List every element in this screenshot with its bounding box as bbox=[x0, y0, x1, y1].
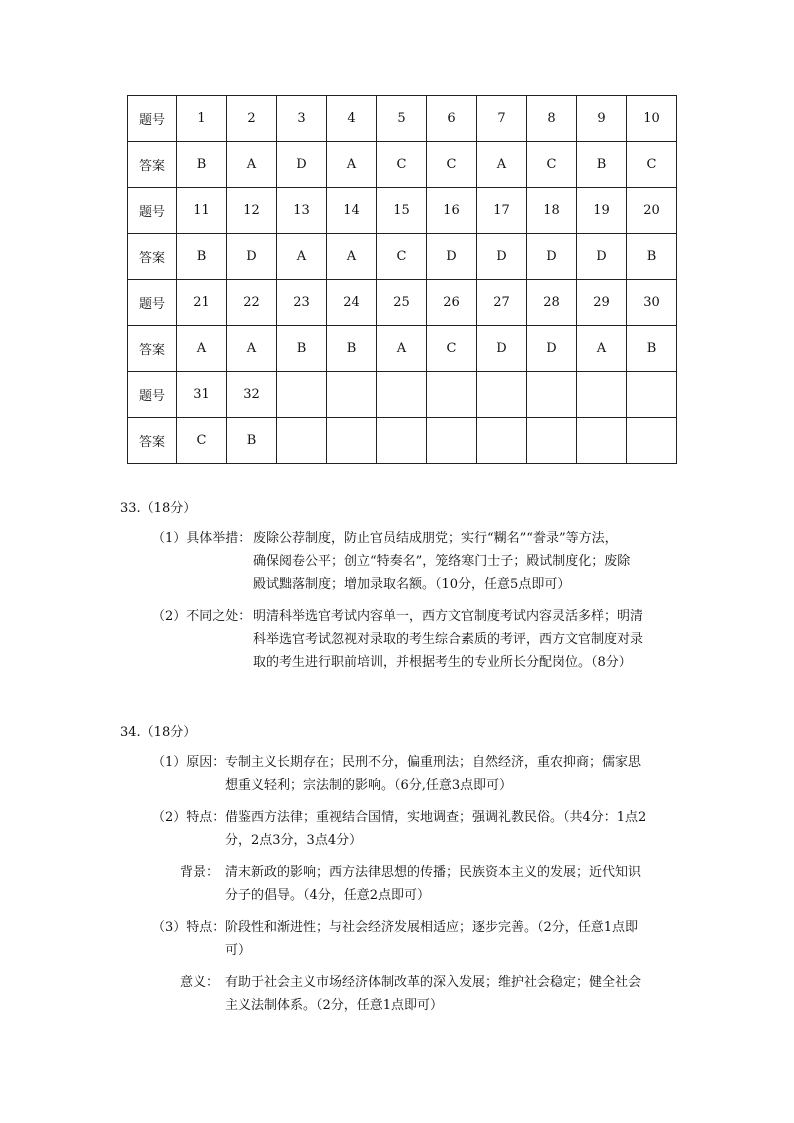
answer-cell: A bbox=[227, 326, 277, 372]
answer-cell: A bbox=[327, 142, 377, 188]
answer-header: 答案 bbox=[128, 418, 177, 464]
q34-item-5 bbox=[152, 971, 692, 1019]
answer-cell: A bbox=[377, 326, 427, 372]
q33-item-2 bbox=[152, 605, 692, 675]
question-number-cell bbox=[327, 372, 377, 418]
answer-cell: B bbox=[327, 326, 377, 372]
answer-cell: A bbox=[277, 234, 327, 280]
answer-header: 答案 bbox=[128, 142, 177, 188]
q34-item-3-line: 分子的倡导。（4分，任意2点即可） bbox=[225, 888, 431, 903]
q34-item-1-line: 想重义轻利；宗法制的影响。（6分,任意3点即可） bbox=[225, 778, 513, 793]
question-number-row bbox=[128, 188, 677, 234]
answer-cell: A bbox=[477, 142, 527, 188]
answer-cell bbox=[327, 418, 377, 464]
answer-cell: B bbox=[177, 142, 227, 188]
answer-cell bbox=[627, 418, 677, 464]
answer-cell: B bbox=[227, 418, 277, 464]
question-number-cell: 8 bbox=[527, 96, 577, 142]
q34-item-5-label: 意义： bbox=[180, 975, 220, 990]
answer-cell: B bbox=[627, 326, 677, 372]
answer-cell: C bbox=[527, 142, 577, 188]
answer-cell bbox=[477, 418, 527, 464]
answer-row bbox=[128, 142, 677, 188]
question-number-cell: 23 bbox=[277, 280, 327, 326]
q34-item-1-line: 专制主义长期存在；民刑不分，偏重刑法；自然经济，重农抑商；儒家思 bbox=[225, 755, 642, 770]
answer-header: 答案 bbox=[128, 326, 177, 372]
q33-title: 33.（18分） bbox=[120, 501, 197, 516]
question-number-header: 题号 bbox=[128, 188, 177, 234]
question-number-cell: 9 bbox=[577, 96, 627, 142]
question-number-cell: 18 bbox=[527, 188, 577, 234]
answer-cell bbox=[277, 418, 327, 464]
question-number-cell: 30 bbox=[627, 280, 677, 326]
question-number-cell: 16 bbox=[427, 188, 477, 234]
question-number-cell bbox=[427, 372, 477, 418]
question-number-cell: 32 bbox=[227, 372, 277, 418]
question-number-cell: 28 bbox=[527, 280, 577, 326]
answer-cell: D bbox=[427, 234, 477, 280]
answer-cell: D bbox=[477, 326, 527, 372]
q34-item-4-line: 可） bbox=[225, 943, 252, 958]
question-number-cell bbox=[627, 372, 677, 418]
answer-cell: D bbox=[577, 234, 627, 280]
question-number-cell: 21 bbox=[177, 280, 227, 326]
answer-cell: A bbox=[227, 142, 277, 188]
answer-row bbox=[128, 234, 677, 280]
question-number-cell: 6 bbox=[427, 96, 477, 142]
question-number-cell: 10 bbox=[627, 96, 677, 142]
question-number-cell: 3 bbox=[277, 96, 327, 142]
question-number-cell: 7 bbox=[477, 96, 527, 142]
answer-cell: B bbox=[277, 326, 327, 372]
q34-item-5-line: 主义法制体系。（2分，任意1点即可） bbox=[225, 998, 444, 1013]
q33-item-1 bbox=[152, 527, 692, 597]
question-number-cell: 5 bbox=[377, 96, 427, 142]
question-number-cell: 1 bbox=[177, 96, 227, 142]
question-number-cell: 22 bbox=[227, 280, 277, 326]
question-number-cell: 29 bbox=[577, 280, 627, 326]
question-number-row bbox=[128, 96, 677, 142]
question-number-cell: 4 bbox=[327, 96, 377, 142]
question-number-cell: 12 bbox=[227, 188, 277, 234]
q33-item-2-line: 科举选官考试忽视对录取的考生综合素质的考评，西方文官制度对录 bbox=[253, 632, 644, 647]
answer-cell bbox=[577, 418, 627, 464]
q33-item-1-label: （1）具体举措： bbox=[152, 531, 252, 546]
question-number-header: 题号 bbox=[128, 372, 177, 418]
q34-item-2-label: （2）特点： bbox=[152, 810, 226, 825]
q34-title: 34.（18分） bbox=[120, 725, 197, 740]
answer-row bbox=[128, 418, 677, 464]
q34-item-2-line: 分，2点3分，3点4分） bbox=[225, 833, 363, 848]
answer-cell: B bbox=[177, 234, 227, 280]
answer-table bbox=[127, 95, 677, 464]
q34-item-1-label: （1）原因： bbox=[152, 755, 226, 770]
question-number-row bbox=[128, 372, 677, 418]
question-number-cell bbox=[477, 372, 527, 418]
question-number-cell bbox=[527, 372, 577, 418]
question-number-row bbox=[128, 280, 677, 326]
answer-cell bbox=[527, 418, 577, 464]
q33-item-2-line: 明清科举选官考试内容单一，西方文官制度考试内容灵活多样；明清 bbox=[253, 609, 644, 624]
question-number-cell: 25 bbox=[377, 280, 427, 326]
q34-item-4-line: 阶段性和渐进性；与社会经济发展相适应；逐步完善。（2分，任意1点即 bbox=[225, 920, 639, 935]
answer-cell: B bbox=[577, 142, 627, 188]
question-number-cell: 15 bbox=[377, 188, 427, 234]
question-number-cell: 31 bbox=[177, 372, 227, 418]
answer-cell: D bbox=[227, 234, 277, 280]
q34-item-1 bbox=[152, 751, 692, 799]
answer-header: 答案 bbox=[128, 234, 177, 280]
answer-cell: D bbox=[527, 234, 577, 280]
answer-cell: D bbox=[277, 142, 327, 188]
answer-cell: C bbox=[627, 142, 677, 188]
question-number-cell bbox=[277, 372, 327, 418]
answer-cell: A bbox=[177, 326, 227, 372]
question-number-header: 题号 bbox=[128, 280, 177, 326]
question-number-cell: 26 bbox=[427, 280, 477, 326]
answer-row bbox=[128, 326, 677, 372]
answer-cell: D bbox=[477, 234, 527, 280]
q34-item-3-line: 清末新政的影响；西方法律思想的传播；民族资本主义的发展；近代知识 bbox=[225, 865, 642, 880]
answer-cell: C bbox=[377, 142, 427, 188]
answer-cell: A bbox=[577, 326, 627, 372]
q34-item-5-line: 有助于社会主义市场经济体制改革的深入发展；维护社会稳定；健全社会 bbox=[225, 975, 642, 990]
question-number-cell: 19 bbox=[577, 188, 627, 234]
answer-cell: C bbox=[177, 418, 227, 464]
question-number-header: 题号 bbox=[128, 96, 177, 142]
q34-item-4 bbox=[152, 916, 692, 964]
answer-cell: C bbox=[377, 234, 427, 280]
question-number-cell: 24 bbox=[327, 280, 377, 326]
answer-cell: C bbox=[427, 326, 477, 372]
question-number-cell bbox=[577, 372, 627, 418]
question-number-cell: 2 bbox=[227, 96, 277, 142]
question-number-cell: 20 bbox=[627, 188, 677, 234]
question-number-cell: 11 bbox=[177, 188, 227, 234]
q34-item-3-label: 背景： bbox=[180, 865, 220, 880]
q34-item-3 bbox=[152, 861, 692, 909]
answer-cell: D bbox=[527, 326, 577, 372]
question-number-cell: 27 bbox=[477, 280, 527, 326]
question-number-cell: 14 bbox=[327, 188, 377, 234]
q34-item-2-line: 借鉴西方法律；重视结合国情，实地调查；强调礼教民俗。（共4分：1点2 bbox=[225, 810, 647, 825]
answer-cell bbox=[377, 418, 427, 464]
question-number-cell: 17 bbox=[477, 188, 527, 234]
q33-item-1-line: 确保阅卷公平；创立“特奏名”，笼络寒门士子；殿试制度化；废除 bbox=[253, 554, 631, 569]
answer-cell: C bbox=[427, 142, 477, 188]
q33-item-1-line: 殿试黜落制度；增加录取名额。（10分，任意5点即可） bbox=[253, 577, 571, 592]
q33-item-2-label: （2）不同之处： bbox=[152, 609, 252, 624]
question-number-cell bbox=[377, 372, 427, 418]
q33-item-2-line: 取的考生进行职前培训，并根据考生的专业所长分配岗位。（8分） bbox=[253, 655, 632, 670]
answer-cell bbox=[427, 418, 477, 464]
q33-item-1-line: 废除公荐制度，防止官员结成朋党；实行“糊名”“誊录”等方法， bbox=[253, 531, 618, 546]
q34-item-4-label: （3）特点： bbox=[152, 920, 226, 935]
question-number-cell: 13 bbox=[277, 188, 327, 234]
answer-cell: B bbox=[627, 234, 677, 280]
answer-cell: A bbox=[327, 234, 377, 280]
q34-item-2 bbox=[152, 806, 692, 854]
